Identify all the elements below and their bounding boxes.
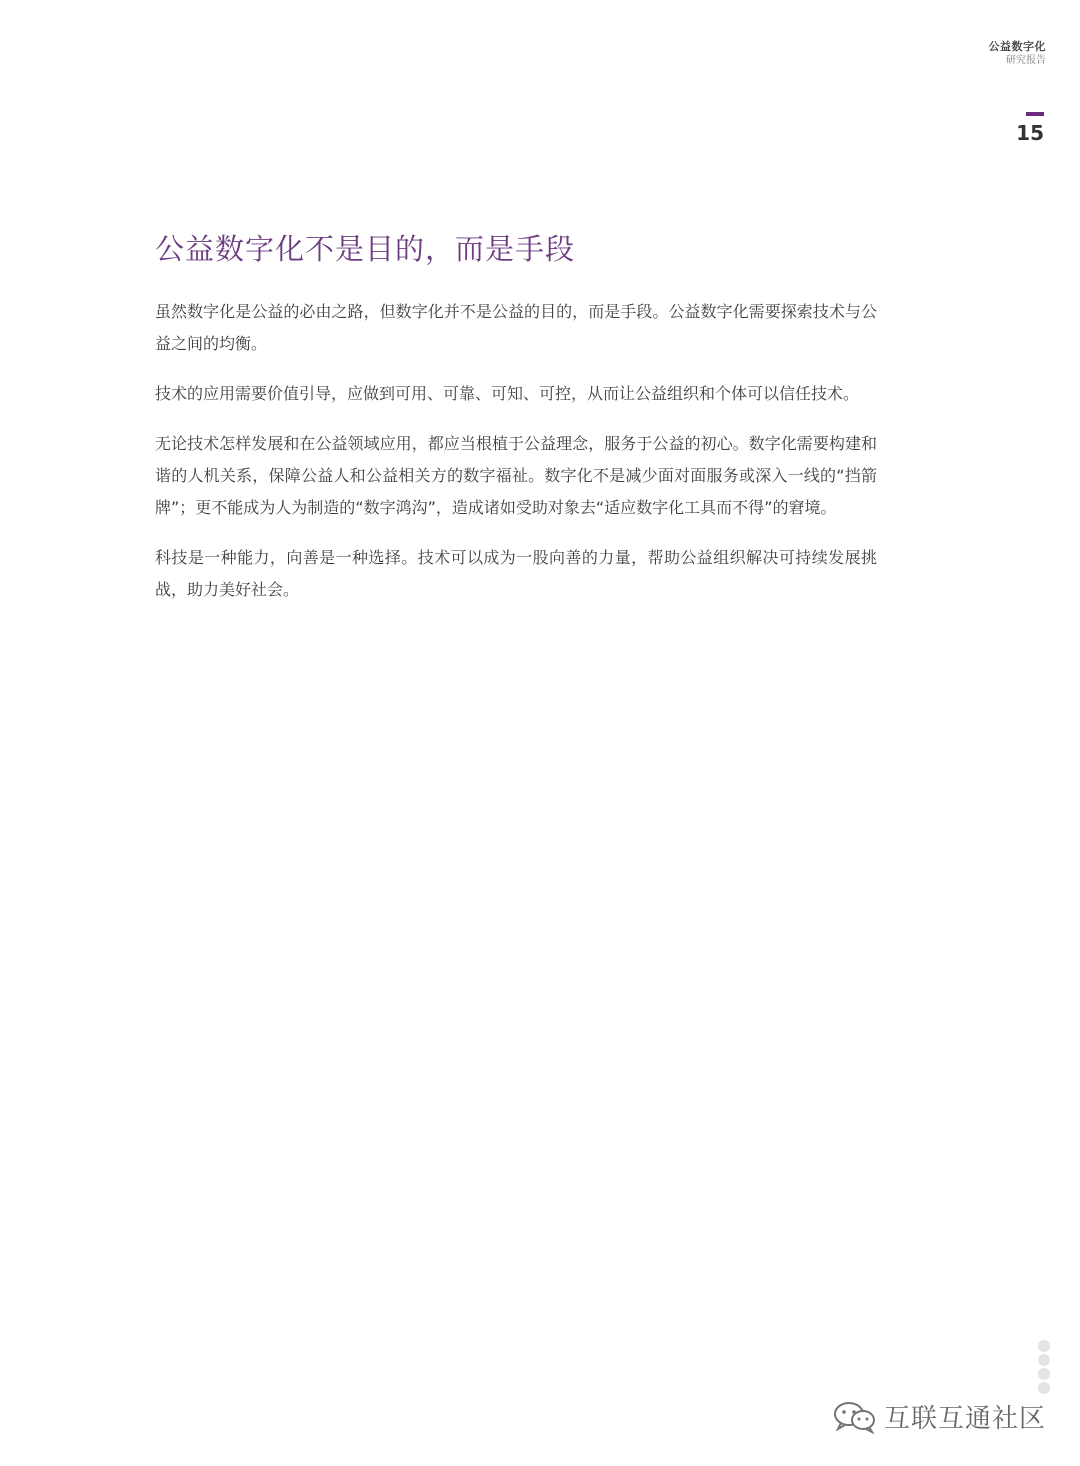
- page-number-bar: [1026, 112, 1044, 116]
- dot: [1038, 1340, 1050, 1352]
- wechat-icon: [832, 1400, 878, 1434]
- running-head-title: 公益数字化: [988, 40, 1046, 53]
- watermark: [832, 1398, 1046, 1435]
- main-content: [155, 228, 877, 624]
- paragraph-1: 虽然数字化是公益的必由之路，但数字化并不是公益的目的，而是手段。公益数字化需要探索技术与公益之间的均衡。: [155, 302, 877, 353]
- dot: [1038, 1368, 1050, 1380]
- decorative-dots: [1038, 1340, 1050, 1396]
- running-head-subtitle: 研究报告: [1006, 55, 1046, 66]
- section-heading: 公益数字化不是目的，而是手段: [155, 232, 576, 266]
- dot: [1038, 1382, 1050, 1394]
- watermark-text: 互联互通社区: [883, 1404, 1046, 1434]
- page-number: 15: [1016, 121, 1044, 145]
- paragraph-3: 无论技术怎样发展和在公益领域应用，都应当根植于公益理念，服务于公益的初心。数字化需要构建和谐的人机关系，保障公益人和公益相关方的数字福祉。数字化不是减少面对面服务或深入一线的“挡箭牌”；更不能成为人为制造的“数字鸿沟”，造成诸如受助对象去“适应数字化工具而不得”的窘境。: [155, 434, 877, 517]
- page-number-block: [1016, 112, 1044, 144]
- paragraph-2: 技术的应用需要价值引导，应做到可用、可靠、可知、可控，从而让公益组织和个体可以信任技术。: [155, 384, 860, 403]
- dot: [1038, 1354, 1050, 1366]
- running-head: [989, 40, 1047, 67]
- paragraph-4: 科技是一种能力，向善是一种选择。技术可以成为一股向善的力量，帮助公益组织解决可持续发展挑战，助力美好社会。: [155, 548, 877, 599]
